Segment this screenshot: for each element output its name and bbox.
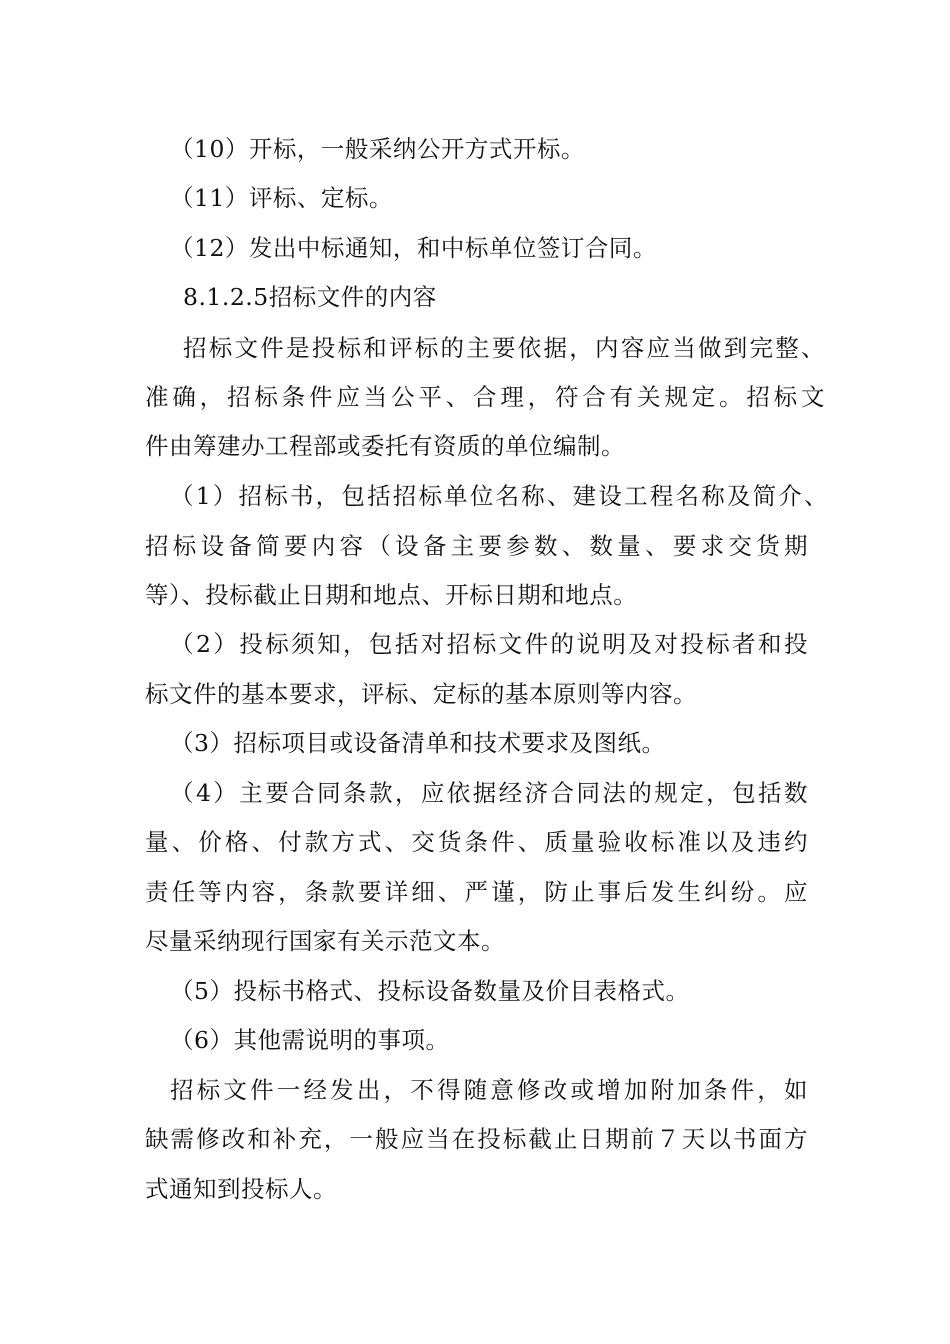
text-line-5: 招标文件是投标和评标的主要依据，内容应当做到完整、: [183, 334, 825, 362]
text-line-1: （10）开标，一般采纳公开方式开标。: [170, 135, 585, 163]
text-line-8: （1）招标书，包括招标单位名称、建设工程名称及简介、: [170, 482, 828, 510]
text-line-19: （6）其他需说明的事项。: [170, 1026, 450, 1054]
text-line-12: 标文件的基本要求，评标、定标的基本原则等内容。: [145, 680, 697, 708]
text-line-6: 准确，招标条件应当公平、合理，符合有关规定。招标文: [145, 383, 825, 411]
text-line-7: 件由筹建办工程部或委托有资质的单位编制。: [145, 432, 625, 460]
text-line-14: （4）主要合同条款，应依据经济合同法的规定，包括数: [170, 779, 808, 807]
text-line-10: 等）、投标截止日期和地点、开标日期和地点。: [145, 581, 638, 609]
text-line-15: 量、价格、付款方式、交货条件、质量验收标准以及违约: [145, 828, 808, 856]
text-line-9: 招标设备简要内容（设备主要参数、数量、要求交货期: [145, 532, 808, 560]
text-line-16: 责任等内容，条款要详细、严谨，防止事后发生纠纷。应: [145, 878, 808, 906]
section-heading: 8.1.2.5招标文件的内容: [183, 283, 437, 311]
text-line-22: 式通知到投标人。: [145, 1175, 337, 1203]
text-line-21: 缺需修改和补充，一般应当在投标截止日期前７天以书面方: [145, 1125, 808, 1153]
text-line-13: （3）招标项目或设备清单和技术要求及图纸。: [170, 729, 666, 757]
text-line-17: 尽量采纳现行国家有关示范文本。: [145, 927, 505, 955]
text-line-18: （5）投标书格式、投标设备数量及价目表格式。: [170, 977, 690, 1005]
text-line-20: 招标文件一经发出，不得随意修改或增加附加条件，如: [170, 1076, 808, 1104]
text-line-2: （11）评标、定标。: [170, 184, 393, 212]
text-line-3: （12）发出中标通知，和中标单位签订合同。: [170, 234, 657, 262]
text-line-11: （2）投标须知，包括对招标文件的说明及对投标者和投: [170, 630, 808, 658]
